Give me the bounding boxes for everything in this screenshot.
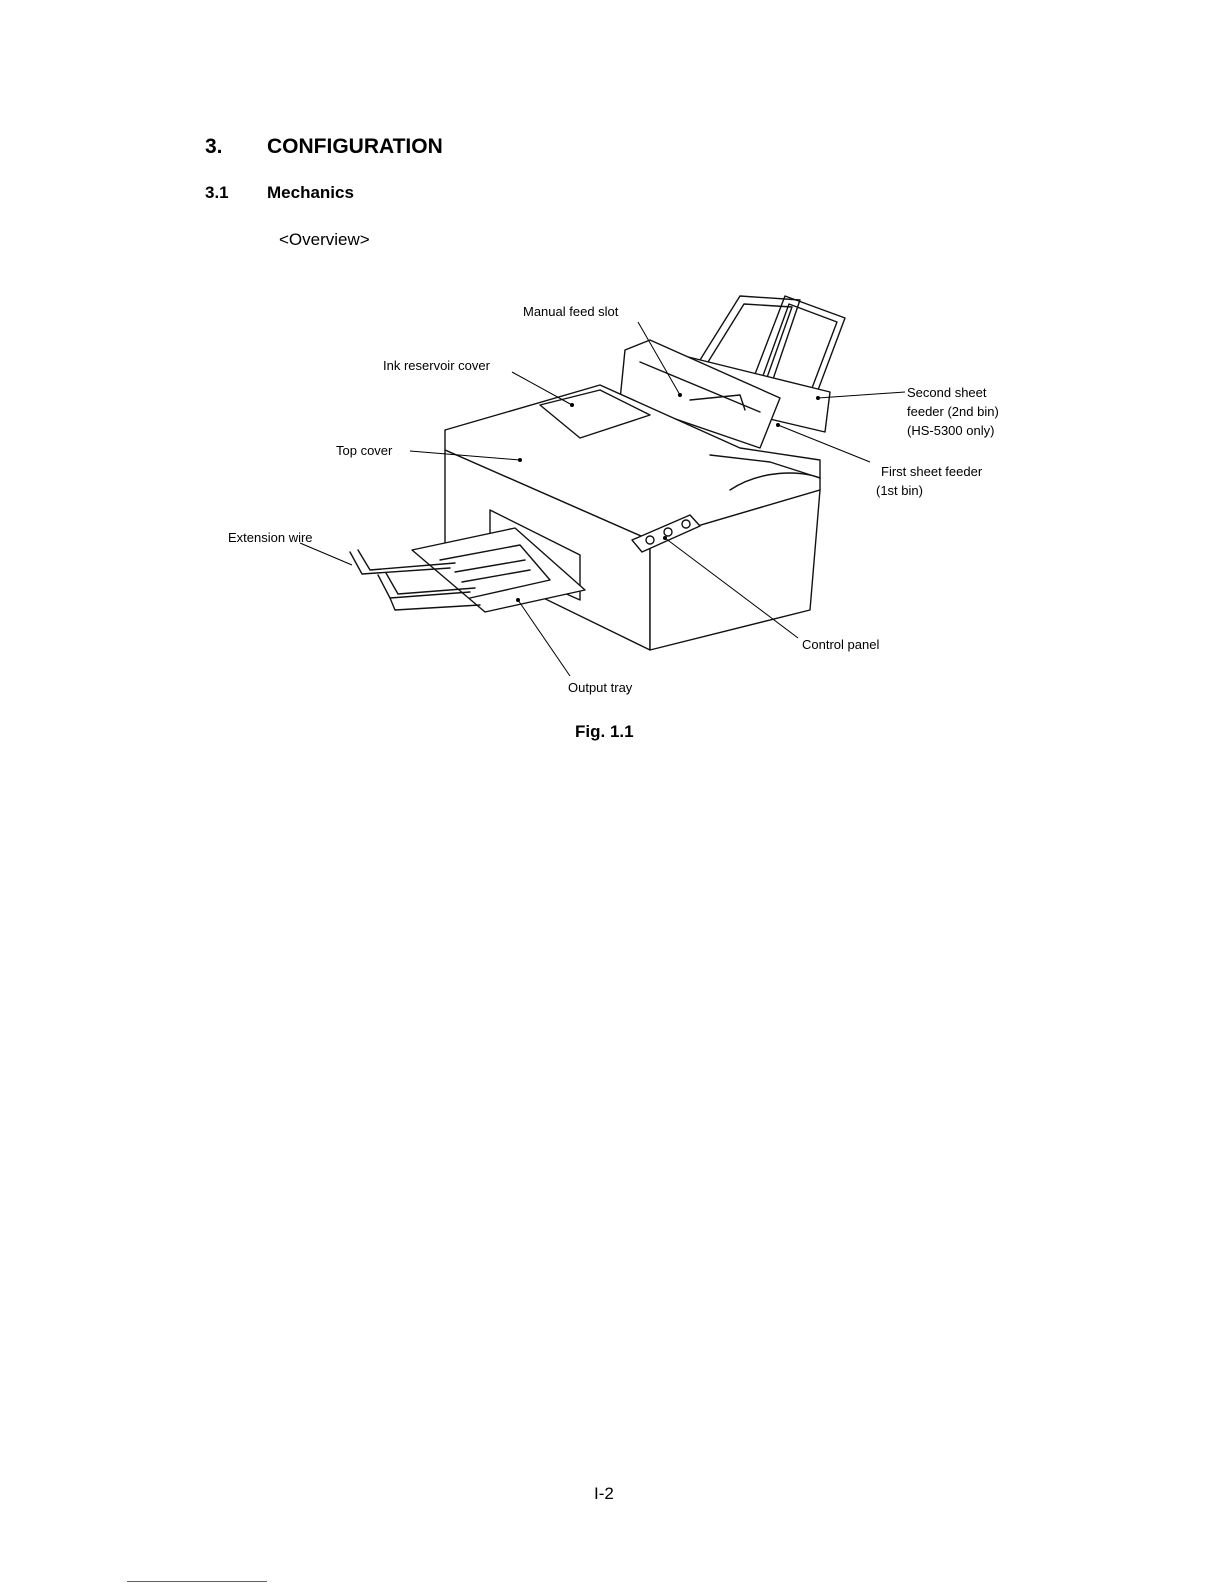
label-ink-reservoir-cover: Ink reservoir cover [383,358,490,373]
label-second-sheet-feeder-line3: (HS-5300 only) [907,423,995,438]
label-output-tray: Output tray [568,680,633,695]
label-top-cover: Top cover [336,443,393,458]
label-second-sheet-feeder-line2: feeder (2nd bin) [907,404,999,419]
subsection-number: 3.1 [205,183,229,202]
section-title: CONFIGURATION [267,135,443,158]
figure-caption: Fig. 1.1 [575,722,634,741]
printer-overview-figure [0,0,1225,720]
printer-illustration [350,296,845,650]
subsection-title: Mechanics [267,183,354,202]
section-number: 3. [205,135,223,158]
label-manual-feed-slot: Manual feed slot [523,304,619,319]
page-number: I-2 [594,1484,614,1503]
label-extension-wire: Extension wire [228,530,313,545]
label-first-sheet-feeder-line2: (1st bin) [876,483,923,498]
footer-rule [127,1581,267,1582]
label-second-sheet-feeder-line1: Second sheet [907,385,987,400]
overview-label: <Overview> [279,230,370,249]
label-first-sheet-feeder-line1: First sheet feeder [881,464,983,479]
label-control-panel: Control panel [802,637,880,652]
